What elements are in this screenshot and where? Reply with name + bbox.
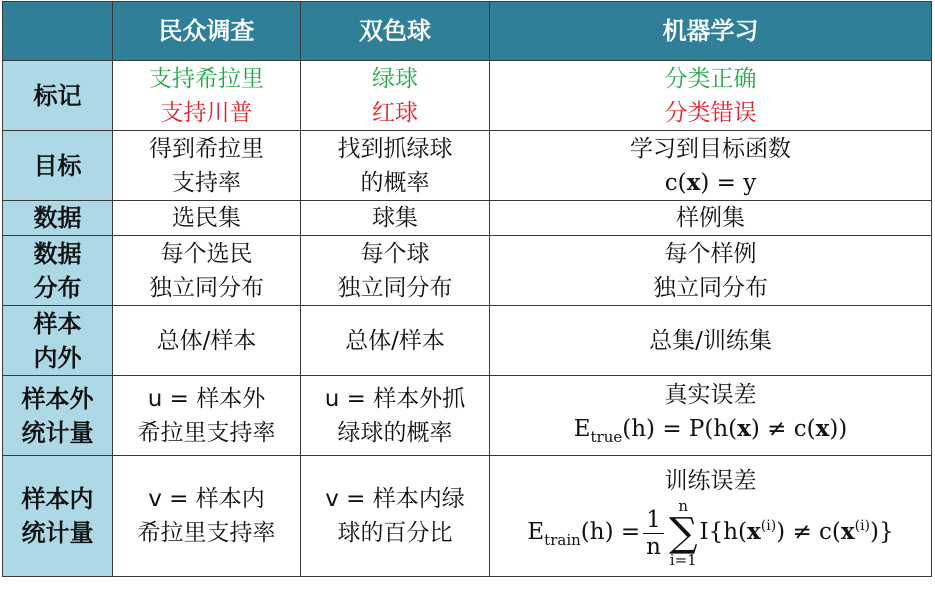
row-data	[3, 201, 932, 236]
true-error-formula	[490, 412, 931, 454]
label-wrong: 分类错误	[664, 99, 757, 126]
cell-outstat-lottery	[301, 376, 490, 456]
dist-ml-line2: 独立同分布	[653, 274, 768, 301]
cell-outstat-ml	[490, 376, 932, 456]
trf-E: E	[527, 519, 545, 545]
trf-den: n	[646, 533, 661, 560]
cell-dist-lottery	[301, 236, 490, 306]
row-head-in-line2: 统计量	[21, 519, 94, 547]
row-head-out-stat	[3, 376, 113, 456]
cell-label-ml	[490, 61, 932, 131]
dist-poll-line1: 每个选民	[160, 240, 253, 267]
outstat-poll-line2: 希拉里支持率	[137, 419, 276, 446]
row-head-distribution	[3, 236, 113, 306]
row-head-in-stat	[3, 456, 113, 577]
trf-x2: x	[840, 518, 855, 545]
outstat-poll-line1: u = 样本外	[147, 385, 266, 412]
cell-outstat-poll	[113, 376, 301, 456]
cell-label-lottery	[301, 61, 490, 131]
instat-ml-title: 训练误差	[664, 468, 757, 494]
trf-num: 1	[643, 507, 664, 534]
row-head-inout-line1: 样本	[33, 309, 82, 338]
comparison-table-container	[2, 1, 932, 577]
cell-inout-lottery: 总体/样本	[301, 306, 490, 376]
label-green-ball: 绿球	[372, 65, 418, 92]
formula-eq-y: ) = y	[700, 169, 757, 196]
cell-inout-ml: 总集/训练集	[490, 306, 932, 376]
tf-p1: (h) = P(h(	[622, 415, 738, 442]
goal-poll-line2: 支持率	[172, 169, 241, 196]
outstat-ml-title: 真实误差	[664, 381, 757, 408]
row-out-stat	[3, 376, 932, 456]
trf-sum-bot: i=1	[669, 551, 697, 569]
train-error-formula	[490, 498, 931, 568]
cell-goal-lottery	[301, 131, 490, 201]
row-head-out-line2: 统计量	[21, 418, 94, 447]
cell-data-lottery: 球集	[301, 201, 490, 236]
cell-data-poll: 选民集	[113, 201, 301, 236]
tf-E: E	[573, 415, 591, 442]
header-row	[3, 2, 932, 61]
label-support-hillary: 支持希拉里	[149, 65, 264, 92]
goal-lottery-line2: 的概率	[360, 169, 430, 196]
trf-fraction	[643, 507, 664, 560]
row-head-data: 数据	[3, 201, 113, 236]
row-inout	[3, 306, 932, 376]
cell-label-poll	[113, 61, 301, 131]
trf-sup1: (i)	[760, 518, 777, 534]
dist-ml-line1: 每个样例	[664, 240, 757, 267]
header-corner	[3, 2, 113, 61]
trf-sum-sigma: ∑	[668, 510, 698, 556]
cell-goal-poll	[113, 131, 301, 201]
comparison-table	[2, 1, 932, 577]
row-head-inout	[3, 306, 113, 376]
instat-poll-line1: v = 样本内	[148, 486, 265, 512]
row-distribution	[3, 236, 932, 306]
tf-x1: x	[737, 414, 751, 442]
cell-dist-ml	[490, 236, 932, 306]
row-head-goal: 目标	[3, 131, 113, 201]
instat-lottery-line2: 球的百分比	[337, 520, 453, 546]
formula-x-bold: x	[686, 168, 701, 196]
dist-lottery-line1: 每个球	[360, 240, 430, 267]
header-poll: 民众调查	[113, 2, 301, 61]
trf-summation	[669, 498, 698, 568]
row-goal	[3, 131, 932, 201]
trf-x1: x	[747, 518, 761, 545]
row-head-out-line1: 样本外	[21, 384, 94, 413]
trf-eq: (h) =	[580, 519, 641, 545]
instat-poll-line2: 希拉里支持率	[137, 520, 276, 546]
formula-c-open: c(	[664, 169, 687, 196]
cell-goal-ml	[490, 131, 932, 201]
trf-sub: train	[544, 531, 581, 549]
row-in-stat	[3, 456, 932, 577]
row-head-dist-line2: 分布	[33, 273, 82, 302]
goal-ml-line1: 学习到目标函数	[630, 135, 791, 162]
label-support-trump: 支持川普	[160, 99, 253, 126]
dist-poll-line2: 独立同分布	[149, 274, 264, 301]
trf-sup2: (i)	[854, 518, 871, 534]
goal-poll-line1: 得到希拉里	[149, 135, 264, 162]
tf-p2: ) ≠ c(	[750, 415, 816, 442]
trf-sum-top: n	[678, 497, 689, 515]
dist-lottery-line2: 独立同分布	[337, 274, 453, 301]
cell-inout-poll: 总体/样本	[113, 306, 301, 376]
trf-p1: I{h(	[699, 519, 748, 545]
tf-sub: true	[590, 427, 623, 446]
cell-data-ml: 样例集	[490, 201, 932, 236]
cell-instat-lottery	[301, 456, 490, 577]
label-red-ball: 红球	[372, 99, 418, 126]
instat-lottery-line1: v = 样本内绿	[325, 486, 465, 512]
goal-ml-formula	[490, 166, 931, 200]
trf-p2: ) ≠ c(	[776, 519, 841, 545]
label-correct: 分类正确	[664, 65, 757, 92]
header-lottery: 双色球	[301, 2, 490, 61]
tf-x2: x	[815, 414, 830, 442]
outstat-lottery-line2: 绿球的概率	[337, 419, 453, 446]
row-head-dist-line1: 数据	[33, 239, 82, 268]
goal-lottery-line1: 找到抓绿球	[337, 135, 453, 162]
cell-instat-poll	[113, 456, 301, 577]
row-head-in-line1: 样本内	[21, 485, 94, 513]
header-machine-learning: 机器学习	[490, 2, 932, 61]
outstat-lottery-line1: u = 样本外抓	[324, 385, 466, 412]
cell-instat-ml	[490, 456, 932, 577]
tf-p3: ))	[829, 415, 848, 442]
row-head-inout-line2: 内外	[33, 343, 82, 372]
row-label	[3, 61, 932, 131]
trf-p3: )}	[870, 519, 894, 545]
row-head-label: 标记	[3, 61, 113, 131]
cell-dist-poll	[113, 236, 301, 306]
